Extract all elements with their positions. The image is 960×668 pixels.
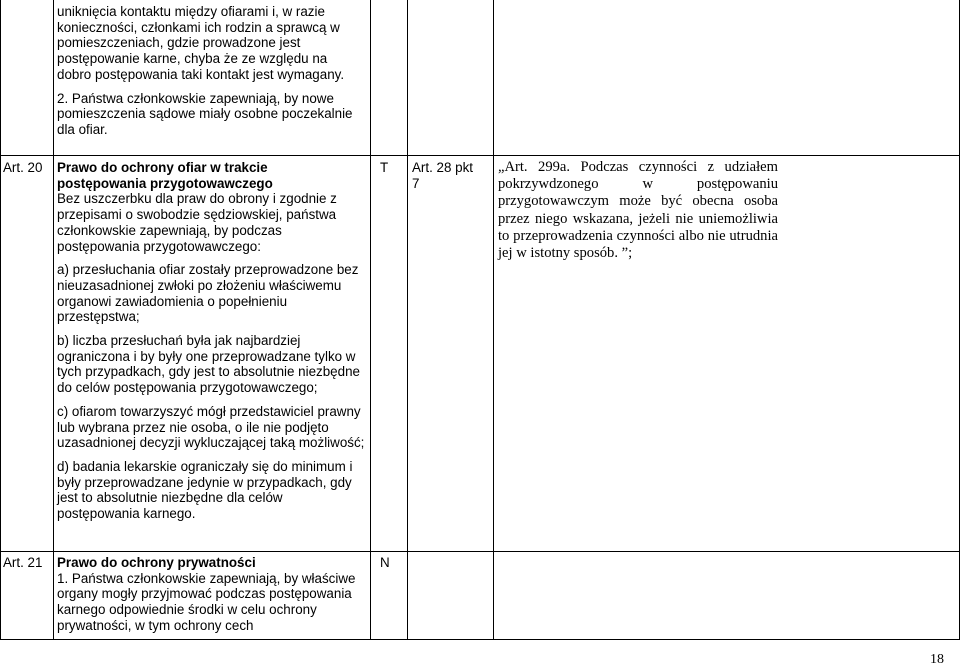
list-item: d) badania lekarskie ograniczały się do minimum i były przeprowadzane jedynie w przypadkach, gdy jest to absolutnie niezbędne dla celów postępowania karnego. <box>57 458 353 522</box>
table-border-left <box>0 0 1 640</box>
paragraph: 2. Państwa członkowskie zapewniają, by nowe pomieszczenia sądowe miały osobne poczekalnie dla ofiar. <box>57 90 353 137</box>
row-divider <box>0 155 960 156</box>
text-cell <box>57 4 365 146</box>
page-number: 18 <box>930 652 944 667</box>
article-number: Art. 21 <box>3 555 43 570</box>
compliance-flag: N <box>380 555 390 570</box>
implementation-text: „Art. 299a. Podczas czynności z udziałem pokrzywdzonego w postępowaniu przygotowawczym może być obecna osoba przez niego wskazana, jeżeli nie uniemożliwia to przeprowadzenia czynności albo nie utrudnia jej w istotny sposób. ”; <box>498 159 779 262</box>
compliance-flag: T <box>380 160 389 175</box>
column-divider <box>493 0 494 640</box>
table-border-bottom <box>0 639 960 640</box>
article-title: Prawo do ochrony prywatności <box>57 555 256 570</box>
list-item: c) ofiarom towarzyszyć mógł przedstawiciel prawny lub wybrana przez nie osoba, o ile nie podjęto uzasadnionej decyzji wykluczającej taką możliwość; <box>57 403 365 451</box>
text-cell <box>57 555 365 634</box>
list-item: b) liczba przesłuchań była jak najbardziej ograniczona i by były one przeprowadzane tylko w tych przypadkach, gdy jest to absolutnie niezbędne do celów postępowania przygotowawczego; <box>57 333 360 396</box>
article-number: Art. 20 <box>3 160 43 175</box>
implementation-reference: Art. 28 pkt 7 <box>412 160 474 191</box>
column-divider <box>370 0 371 640</box>
paragraph: Bez uszczerbku dla praw do obrony i zgodnie z przepisami o swobodzie sędziowskiej, państwa członkowskie zapewniają, by podczas postępowania przygotowawczego: <box>57 191 337 254</box>
column-divider <box>53 0 54 640</box>
paragraph: 1. Państwa członkowskie zapewniają, by właściwe organy mogły przyjmować podczas postępowania karnego odpowiednie środki w celu ochrony prywatności, w tym ochrony cech <box>57 570 356 633</box>
row-divider <box>0 551 960 552</box>
text-cell <box>57 160 365 530</box>
paragraph: uniknięcia kontaktu między ofiarami i, w razie konieczności, członkami ich rodzin a sprawcą w pomieszczeniach, gdzie prowadzone jest postępowanie karne, chyba że ze względu na dobro postępowania taki kontakt jest wymagany. <box>57 4 345 82</box>
column-divider <box>407 0 408 640</box>
list-item: a) przesłuchania ofiar zostały przeprowadzone bez nieuzasadnionej zwłoki po złożeniu właściwemu organowi zawiadomienia o popełnieniu przestępstwa; <box>57 262 359 325</box>
article-title: Prawo do ochrony ofiar w trakcie postępowania przygotowawczego <box>57 160 273 191</box>
